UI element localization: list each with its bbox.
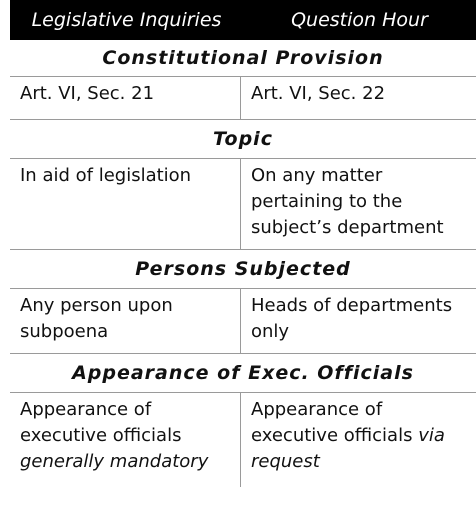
header-legislative-inquiries: Legislative Inquiries	[31, 9, 222, 31]
cell-left	[10, 393, 241, 487]
cell-right	[241, 393, 476, 487]
cell-left: Any person upon subpoena	[10, 289, 241, 353]
cell-text-italic: generally mandatory	[20, 451, 209, 472]
cell-text: Appearance of executive officials	[251, 399, 413, 446]
section-topic: Topic	[10, 120, 476, 159]
cell-right: Heads of departments only	[251, 295, 453, 342]
table-row	[10, 393, 476, 487]
header-question-hour: Question Hour	[291, 9, 428, 31]
table-row	[10, 289, 476, 354]
table-header	[10, 0, 476, 40]
section-constitutional-provision: Constitutional Provision	[10, 40, 476, 77]
cell-left: In aid of legislation	[10, 159, 241, 249]
cell-right: On any matter pertaining to the subject’s department	[251, 165, 444, 238]
table-row	[10, 159, 476, 250]
cell-left: Art. VI, Sec. 21	[10, 77, 241, 119]
comparison-table	[10, 0, 476, 487]
section-persons-subjected: Persons Subjected	[10, 250, 476, 289]
cell-text: Appearance of executive officials	[20, 399, 182, 446]
section-appearance-exec-officials: Appearance of Exec. Officials	[10, 354, 476, 393]
cell-text-italic: via request	[251, 425, 445, 472]
table-row	[10, 77, 476, 120]
cell-right: Art. VI, Sec. 22	[251, 83, 386, 104]
